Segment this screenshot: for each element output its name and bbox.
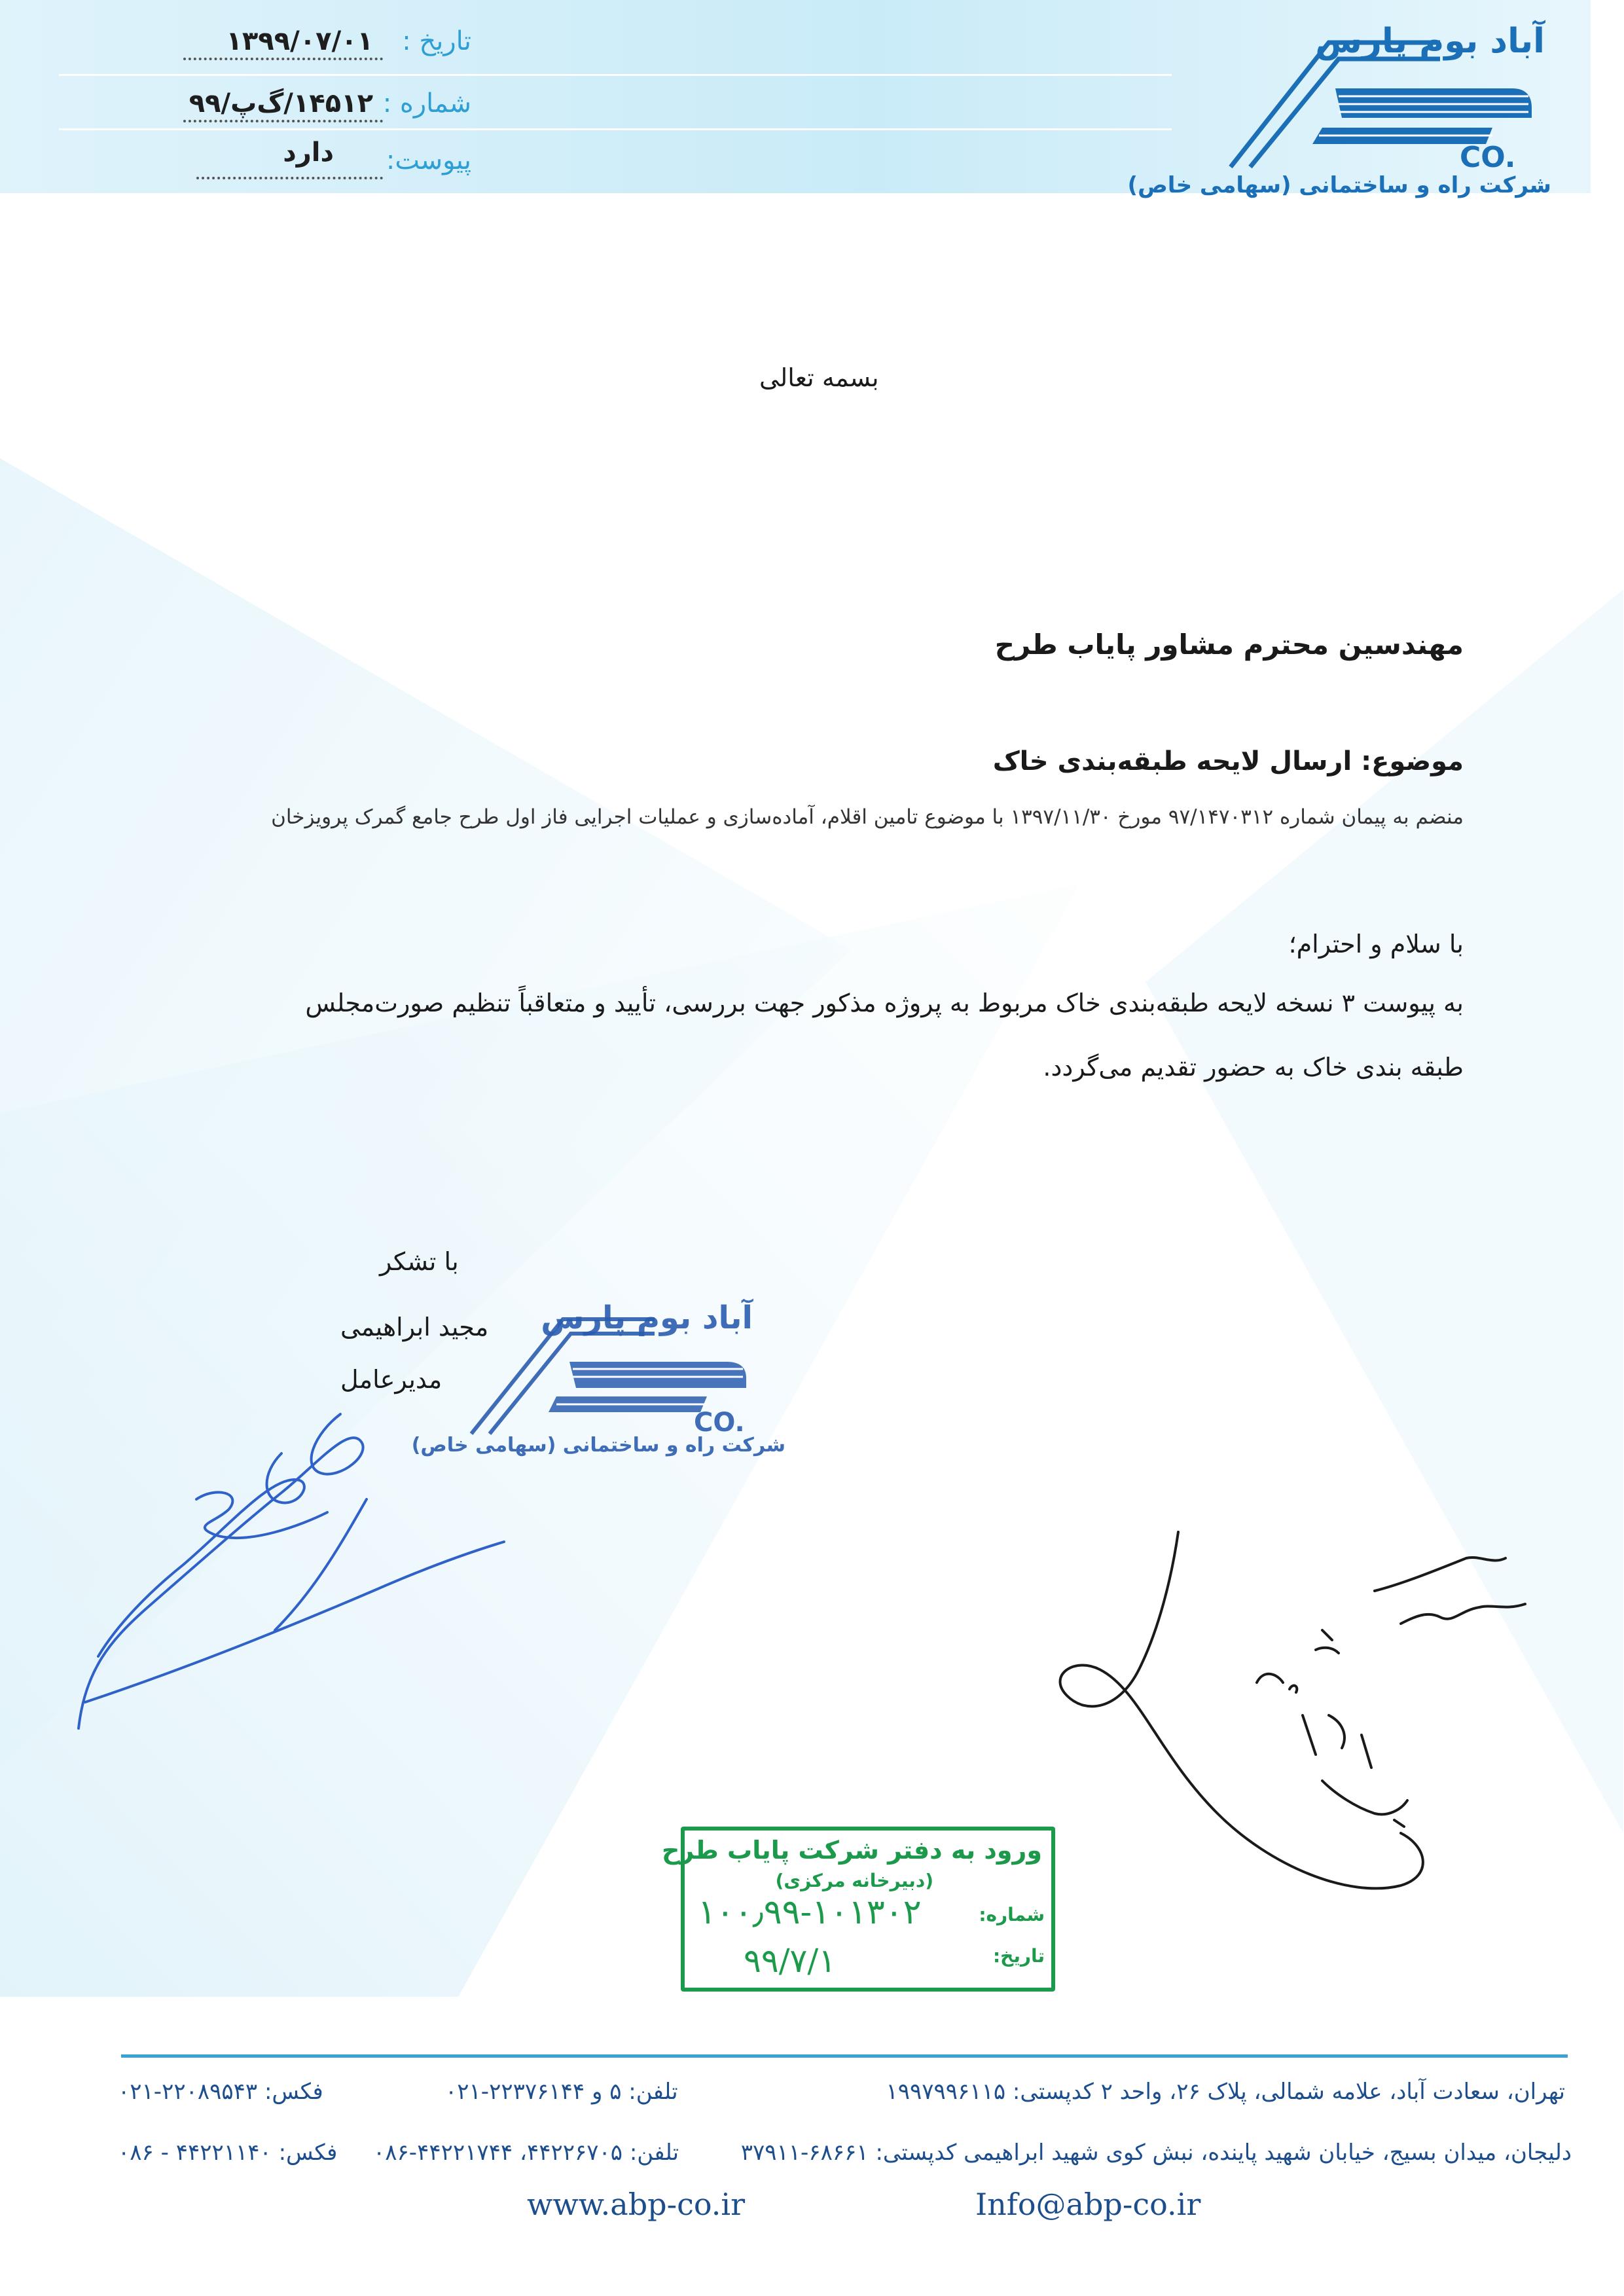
delijan-phone: تلفن: ۴۴۲۲۶۷۰۵، ۴۴۲۲۱۷۴۴-۰۸۶: [373, 2140, 679, 2166]
subject-text: ارسال لایحه طبقه‌بندی خاک: [992, 746, 1352, 776]
seal-company-suffix: CO.: [694, 1408, 745, 1438]
paragraph-line-1: به پیوست ۳ نسخه لایحه طبقه‌بندی خاک مربوط به پروژه مذکور جهت بررسی، تأیید و متعاقباً تنظیم صورت‌مجلس: [305, 989, 1464, 1017]
number-row: [105, 88, 471, 134]
entry-stamp-title: ورود به دفتر شرکت پایاب طرح: [661, 1836, 1042, 1865]
date-value: ۱۳۹۹/۰۷/۰۱: [226, 26, 373, 56]
tehran-phone: تلفن: ۵ و ۲۲۳۷۶۱۴۴-۰۲۱: [445, 2079, 678, 2105]
attachment-row: [105, 137, 471, 191]
entry-stamp: [661, 1827, 1055, 1992]
entry-stamp-number-value: ۱۰۰٫۹۹-۱۰۱۳۰۲: [698, 1893, 922, 1932]
entry-stamp-number-label: شماره:: [979, 1904, 1045, 1925]
paragraph-line-2: طبقه بندی خاک به حضور تقدیم می‌گردد.: [1043, 1053, 1464, 1082]
director-signature: [65, 1394, 511, 1735]
entry-stamp-subtitle: (دبیرخانه مرکزی): [775, 1870, 933, 1891]
website-link[interactable]: www.abp-co.ir: [527, 2187, 746, 2222]
closing: با تشکر: [380, 1247, 459, 1276]
addressee: مهندسین محترم مشاور پایاب طرح: [994, 629, 1464, 661]
signer-title: مدیرعامل: [340, 1365, 442, 1394]
company-logo: [1127, 10, 1571, 198]
entry-stamp-date-value: ۹۹/۷/۱: [744, 1942, 837, 1980]
company-name: آباد بوم پارس: [1315, 22, 1545, 61]
delijan-address: دلیجان، میدان بسیج، خیابان شهید پاینده، نبش کوی شهید ابراهیمی کدپستی: ۶۸۶۶۱-۳۷۹۱۱: [740, 2140, 1572, 2166]
invocation: بسمه تعالی: [759, 363, 879, 392]
contract-reference: منضم به پیمان شماره ۹۷/۱۴۷۰۳۱۲ مورخ ۱۳۹۷/۱۱/۳۰ با موضوع تامین اقلام، آماده‌سازی و عملیات اجرایی فاز اول طرح جامع گمرک پرویزخان: [271, 805, 1464, 829]
handwritten-referral-note: [1008, 1519, 1545, 1925]
signer-name: مجید ابراهیمی: [340, 1313, 489, 1341]
subject-label: موضوع:: [1361, 746, 1464, 776]
email-link[interactable]: Info@abp-co.ir: [975, 2187, 1201, 2222]
number-label: شماره :: [382, 88, 471, 118]
company-type: شرکت راه و ساختمانی (سهامی خاص): [1127, 172, 1551, 198]
number-value: ۱۴۵۱۲/گ‌پ/۹۹: [189, 88, 373, 118]
footer-divider: [121, 2054, 1568, 2058]
company-suffix: CO.: [1460, 141, 1516, 174]
tehran-address: تهران، سعادت آباد، علامه شمالی، پلاک ۲۶، واحد ۲ کدپستی: ۱۹۹۷۹۹۶۱۱۵: [886, 2079, 1565, 2105]
date-row: [105, 26, 471, 72]
subject-line: [993, 746, 1464, 776]
tehran-fax: فکس: ۲۲۰۸۹۵۴۳-۰۲۱: [118, 2079, 323, 2105]
greeting: با سلام و احترام؛: [1288, 930, 1464, 958]
attachment-value: دارد: [283, 137, 334, 168]
seal-company-type: شرکت راه و ساختمانی (سهامی خاص): [411, 1434, 785, 1457]
attachment-label: پیوست:: [386, 145, 471, 175]
entry-stamp-date-label: تاریخ:: [992, 1945, 1045, 1967]
delijan-fax: فکس: ۴۴۲۲۱۱۴۰ - ۰۸۶: [118, 2140, 338, 2166]
seal-company-name: آباد بوم پارس: [541, 1300, 753, 1336]
date-label: تاریخ :: [402, 26, 471, 56]
